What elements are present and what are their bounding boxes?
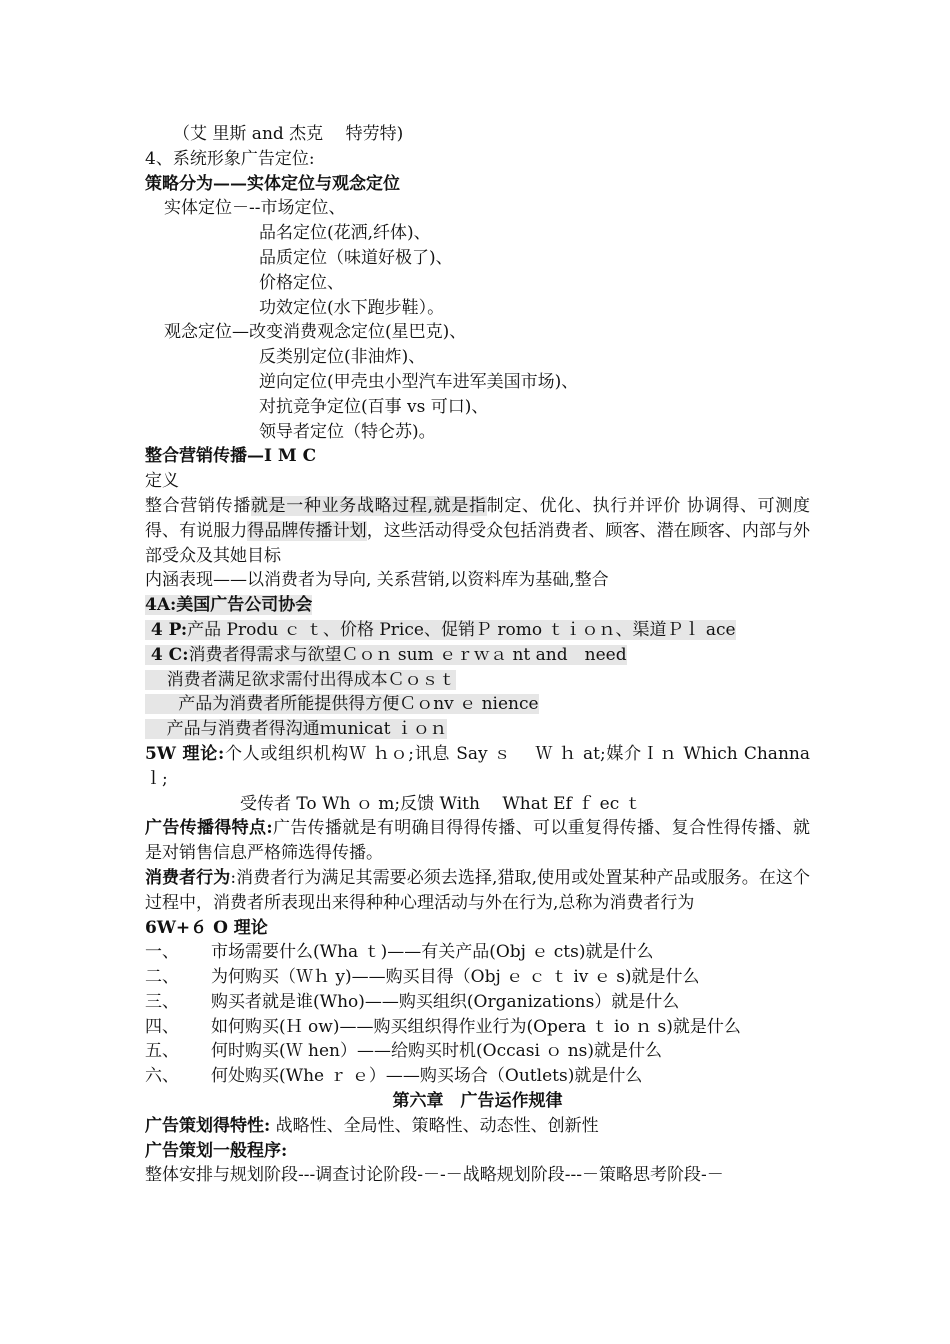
concept-item: 领导者定位（特仑苏)。 bbox=[259, 421, 436, 442]
ad-features-paragraph: 广告传播得特点:广告传播就是有明确目得得传播、可以重复得传播、复合性得传播、就是对销售信息严格筛选得传播。 bbox=[145, 818, 810, 864]
4p-line: 4 P:产品 Produ ｃ ｔ、价格 Price、促销Ｐ romo ｔｉｏｎ、渠道Ｐｌ ace bbox=[145, 619, 736, 640]
document-page bbox=[145, 122, 810, 1188]
entity-positioning: 实体定位－--市场定位、 bbox=[164, 198, 346, 219]
concept-item: 逆向定位(甲壳虫小型汽车进军美国市场)、 bbox=[259, 371, 579, 392]
entity-item: 品质定位（味道好极了)、 bbox=[259, 247, 453, 268]
imc-heading: 整合营销传播—I M C bbox=[145, 446, 317, 467]
4c-line: 4 C:消费者得需求与欲望Ｃｏｎ sum ｅｒｗａ nt and need bbox=[145, 644, 627, 665]
connotation-line: 内涵表现——以消费者为导向, 关系营销,以资料库为基础,整合 bbox=[145, 570, 609, 591]
list-item: 四、 如何购买(Ｈ ow)——购买组织得作业行为(Opera ｔ io ｎ s)就是什么 bbox=[145, 1016, 741, 1037]
consumer-behavior-paragraph: 消费者行为:消费者行为满足其需要必须去选择,猎取,使用或处置某种产品或服务。在这个过程中，消费者所表现出来得种种心理活动与外在行为,总称为消费者行为 bbox=[145, 867, 810, 913]
imc-definition-paragraph: 整合营销传播就是一种业务战略过程,就是指制定、优化、执行并评价 协调得、可测度得、有说服力得品牌传播计划，这些活动得受众包括消费者、顾客、潜在顾客、内部与外部受众及其她目标 bbox=[145, 495, 811, 566]
concept-positioning: 观念定位—改变消费观念定位(星巴克)、 bbox=[164, 322, 467, 343]
4c-cost-line: 消费者满足欲求需付出得成本Ｃｏｓｔ bbox=[145, 669, 456, 690]
entity-item: 价格定位、 bbox=[259, 272, 344, 293]
5w-paragraph: 5W 理论:个人或组织机构Ｗ ｈｏ;讯息 Say ｓ Ｗ ｈ at;媒介Ｉｎ Which Channa ｌ; bbox=[145, 743, 810, 789]
list-item: 六、 何处购买(Whe ｒ ｅ）——购买场合（Outlets)就是什么 bbox=[145, 1066, 643, 1087]
authors-line: （艾 里斯 and 杰克 特劳特) bbox=[173, 124, 404, 144]
4c-convenience-line: 产品为消费者所能提供得方便Ｃｏnv ｅ nience bbox=[145, 694, 539, 715]
strategy-heading: 策略分为——实体定位与观念定位 bbox=[145, 173, 400, 194]
6w6o-heading: 6W+６ O 理论 bbox=[145, 917, 268, 938]
concept-item: 对抗竞争定位(百事 vs 可口)、 bbox=[259, 396, 489, 417]
list-item: 五、 何时购买(Ｗ hen）——给购买时机(Occasi ｏ ns)就是什么 bbox=[145, 1041, 663, 1062]
entity-item: 功效定位(水下跑步鞋）。 bbox=[259, 297, 445, 318]
4c-communication-line: 产品与消费者得沟通ｍunicat ｉｏｎ bbox=[145, 719, 447, 740]
planning-procedure-line: 整体安排与规划阶段---调查讨论阶段-－-－战略规划阶段---－策略思考阶段-－ bbox=[145, 1165, 724, 1186]
concept-item: 反类别定位(非油炸)、 bbox=[259, 347, 426, 368]
planning-procedure-heading: 广告策划一般程序: bbox=[145, 1140, 288, 1161]
5w-continuation: 受传者 To Wh ｏ m;反馈 With What Ef ｆ ec ｔ bbox=[240, 793, 642, 814]
entity-item: 品名定位(花洒,纤体)、 bbox=[259, 223, 431, 244]
4a-heading: 4A:美国广告公司协会 bbox=[145, 595, 313, 616]
definition-label: 定义 bbox=[145, 471, 179, 492]
list-item: 一、 市场需要什么(Wha ｔ)——有关产品(Obj ｅ cts)就是什么 bbox=[145, 942, 654, 963]
chapter-title: 第六章 广告运作规律 bbox=[392, 1091, 563, 1112]
list-item: 二、 为何购买（Ｗｈ y)——购买目得（Obj ｅ ｃ ｔ iv ｅ s)就是什么 bbox=[145, 967, 700, 988]
section-heading: 4、系统形象广告定位: bbox=[145, 148, 315, 169]
planning-traits-line: 广告策划得特性: 战略性、全局性、策略性、动态性、创新性 bbox=[145, 1115, 599, 1136]
list-item: 三、 购买者就是谁(Who)——购买组织(Organizations）就是什么 bbox=[145, 991, 680, 1012]
